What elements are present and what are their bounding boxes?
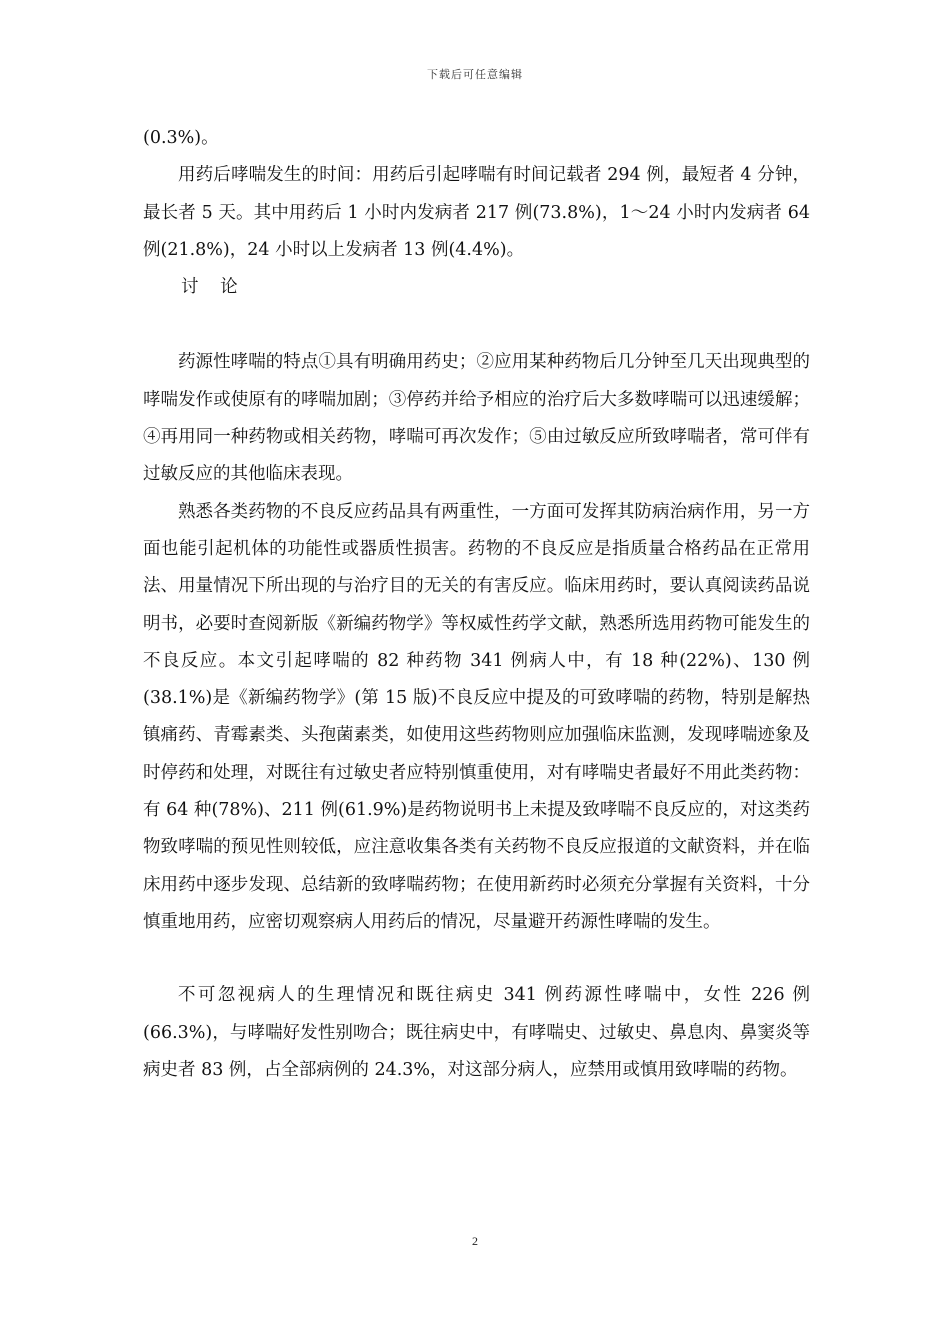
page-number: 2	[472, 1234, 478, 1248]
features-paragraph: 药源性哮喘的特点①具有明确用药史；②应用某种药物后几分钟至几天出现典型的哮喘发作或使原有的哮喘加剧；③停药并给予相应的治疗后大多数哮喘可以迅速缓解；④再用同一种药物或相关药物，哮喘可再次发作；⑤由过敏反应所致哮喘者，常可伴有过敏反应的其他临床表现。	[143, 352, 810, 485]
medical-history-paragraph: 不可忽视病人的生理情况和既往病史 341 例药源性哮喘中，女性 226 例(66.3%)，与哮喘好发性别吻合；既往病史中，有哮喘史、过敏史、鼻息肉、鼻窦炎等病史者 83 例，占全部病例的 24.3%，对这部分病人，应禁用或慎用致哮喘的药物。	[143, 985, 810, 1080]
page-header: 下载后可任意编辑	[427, 68, 523, 81]
discussion-heading: 讨 论	[181, 277, 246, 298]
document-body	[143, 120, 810, 1089]
adverse-reaction-paragraph: 熟悉各类药物的不良反应药品具有两重性，一方面可发挥其防病治病作用，另一方面也能引起机体的功能性或器质性损害。药物的不良反应是指质量合格药品在正常用法、用量情况下所出现的与治疗目的无关的有害反应。临床用药时，要认真阅读药品说明书，必要时查阅新版《新编药物学》等权威性药学文献，熟悉所选用药物可能发生的不良反应。本文引起哮喘的 82 种药物 341 例病人中，有 18 种(22%)、130 例(38.1%)是《新编药物学》(第 15 版)不良反应中提及的可致哮喘的药物，特别是解热镇痛药、青霉素类、头孢菌素类，如使用这些药物则应加强临床监测，发现哮喘迹象及时停药和处理，对既往有过敏史者应特别慎重使用，对有哮喘史者最好不用此类药物：有 64 种(78%)、211 例(61.9%)是药物说明书上未提及致哮喘不良反应的，对这类药物致哮喘的预见性则较低，应注意收集各类有关药物不良反应报道的文献资料，并在临床用药中逐步发现、总结新的致哮喘药物；在使用新药时必须充分掌握有关资料，十分慎重地用药，应密切观察病人用药后的情况，尽量避开药源性哮喘的发生。	[143, 501, 810, 932]
continuation-text: (0.3%)。	[143, 128, 219, 148]
onset-time-paragraph: 用药后哮喘发生的时间：用药后引起哮喘有时间记载者 294 例，最短者 4 分钟，最长者 5 天。其中用药后 1 小时内发病者 217 例(73.8%)，1～24 小时内发病者 64 例(21.8%)，24 小时以上发病者 13 例(4.4%)。	[143, 165, 810, 260]
